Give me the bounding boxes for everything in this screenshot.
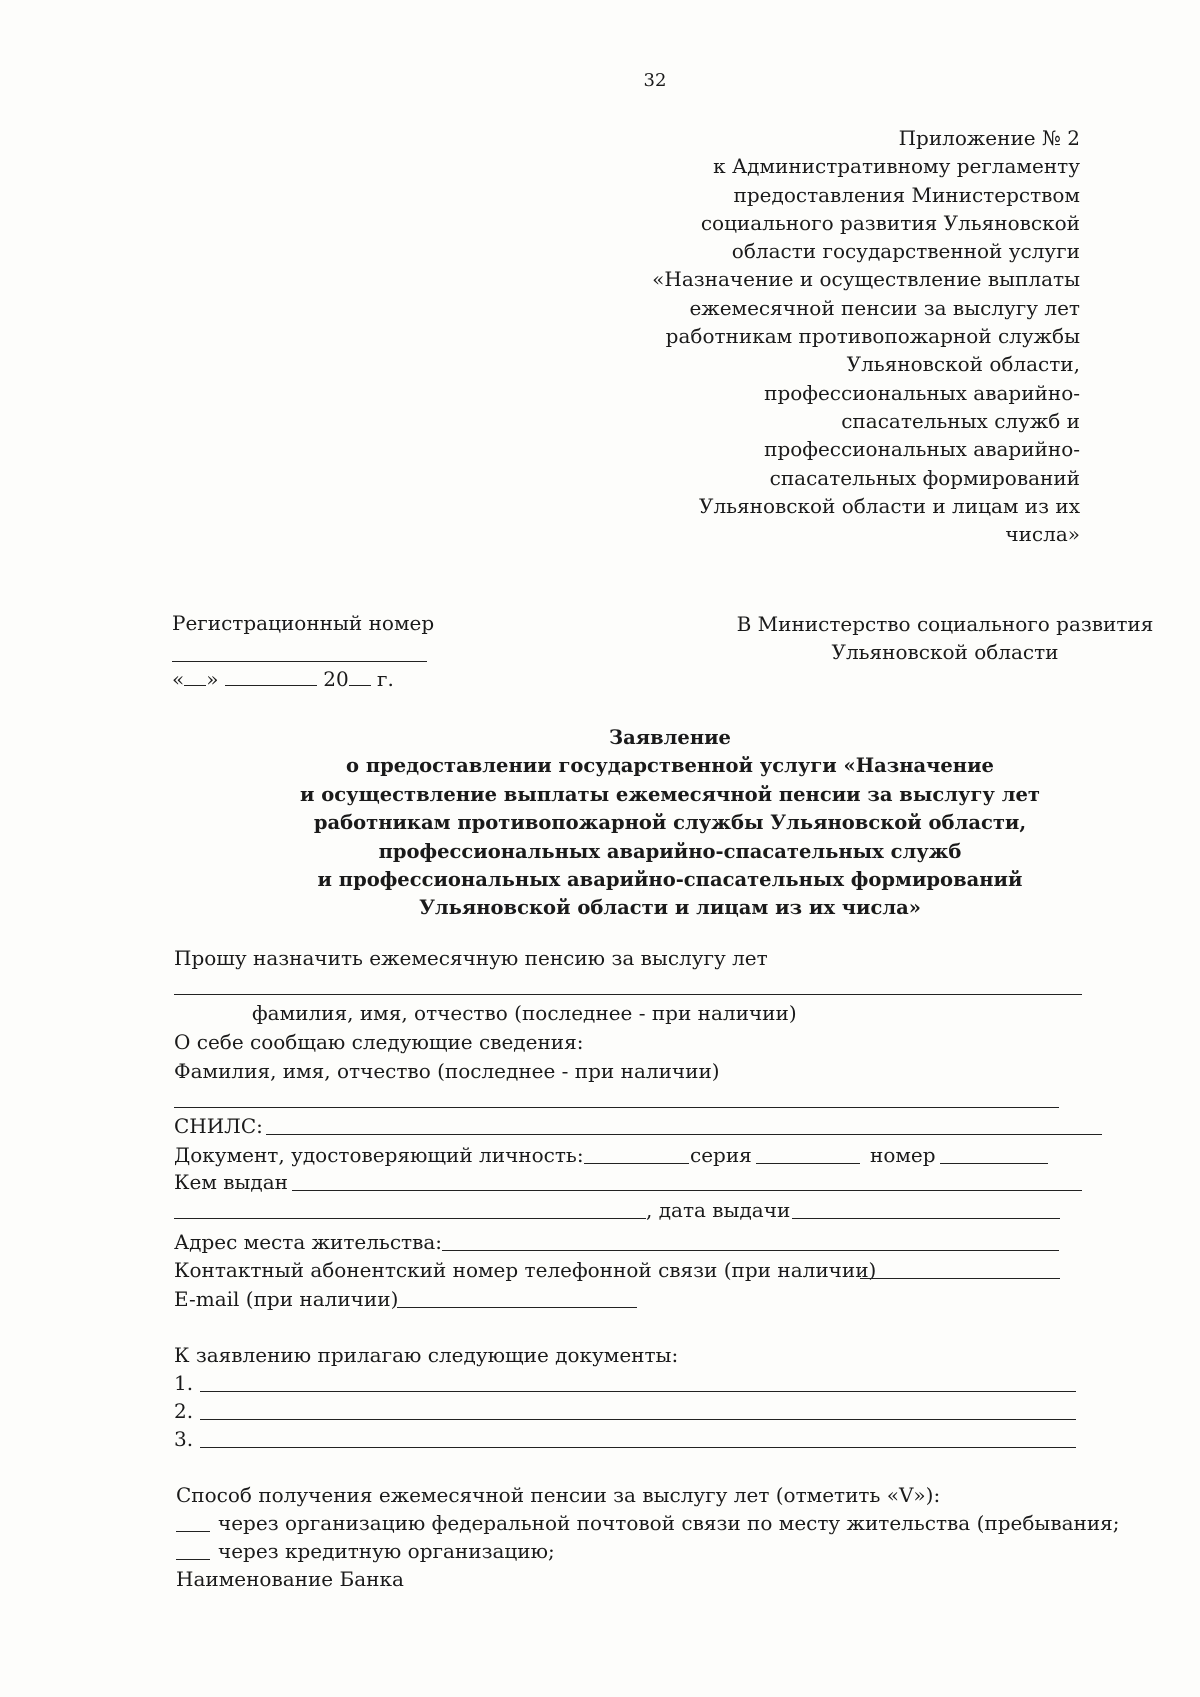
about-self-text: О себе сообщаю следующие сведения: xyxy=(174,1030,584,1054)
attachment-number: 3. xyxy=(174,1427,194,1451)
appendix-header xyxy=(652,124,1080,548)
request-text: Прошу назначить ежемесячную пенсию за выслугу лет xyxy=(174,946,768,970)
fio-label: Фамилия, имя, отчество (последнее - при наличии) xyxy=(174,1059,720,1083)
appendix-line: к Административному регламенту xyxy=(713,154,1080,179)
appendix-line: Ульяновской области и лицам из их xyxy=(698,493,1080,518)
date-year-suffix: г. xyxy=(377,667,394,691)
attachments-label: К заявлению прилагаю следующие документы: xyxy=(174,1343,679,1367)
series-label: серия xyxy=(690,1143,752,1167)
addressee-line: Ульяновской области xyxy=(831,640,1059,664)
date-open-quote: « xyxy=(172,667,185,691)
identity-doc-field[interactable] xyxy=(584,1163,689,1164)
method-post-checkbox[interactable] xyxy=(176,1531,210,1532)
title-line: Заявление xyxy=(609,726,731,749)
title-line: и профессиональных аварийно-спасательных формирований xyxy=(317,868,1023,892)
issued-by-label: Кем выдан xyxy=(174,1170,288,1194)
title-line: о предоставлении государственной услуги «Назначение xyxy=(346,754,994,778)
issued-by-field-cont[interactable] xyxy=(174,1218,646,1219)
address-field[interactable] xyxy=(442,1250,1059,1251)
date-month-field[interactable] xyxy=(225,665,317,686)
method-bank-checkbox[interactable] xyxy=(176,1559,210,1560)
appendix-line: предоставления Министерством xyxy=(733,182,1080,207)
title-line: и осуществление выплаты ежемесячной пенсии за выслугу лет xyxy=(300,782,1040,806)
date-year-prefix: 20 xyxy=(323,667,349,691)
number-field[interactable] xyxy=(940,1163,1048,1164)
number-label: номер xyxy=(870,1143,936,1167)
appendix-line: спасательных формирований xyxy=(769,465,1080,490)
phone-field[interactable] xyxy=(860,1278,1060,1279)
attachment-field[interactable] xyxy=(200,1419,1076,1420)
page-number: 32 xyxy=(643,70,667,91)
attachment-number: 1. xyxy=(174,1371,194,1395)
title-line: Ульяновской области и лицам из их числа» xyxy=(419,896,921,920)
appendix-line: числа» xyxy=(1005,522,1080,547)
addressee-line: В Министерство социального развития xyxy=(736,612,1154,636)
appendix-line: Ульяновской области, xyxy=(846,352,1080,377)
appendix-line: социального развития Ульяновской xyxy=(700,210,1080,235)
snils-field[interactable] xyxy=(266,1134,1102,1135)
attachment-number: 2. xyxy=(174,1399,194,1423)
address-label: Адрес места жительства: xyxy=(174,1230,443,1254)
registration-number-field[interactable] xyxy=(172,661,427,662)
appendix-line: области государственной услуги xyxy=(731,239,1080,264)
appendix-line: работникам противопожарной службы xyxy=(665,324,1080,349)
phone-label: Контактный абонентский номер телефонной связи (при наличии) xyxy=(174,1258,877,1282)
method-label: Способ получения ежемесячной пенсии за выслугу лет (отметить «V»): xyxy=(176,1483,941,1507)
registration-label: Регистрационный номер xyxy=(172,611,435,635)
date-year-field[interactable] xyxy=(349,665,371,686)
appendix-line: профессиональных аварийно- xyxy=(764,437,1080,462)
addressee-block xyxy=(735,610,1155,666)
series-field[interactable] xyxy=(756,1163,860,1164)
registration-date xyxy=(172,665,394,693)
email-label: E-mail (при наличии) xyxy=(174,1287,399,1311)
appendix-line: Приложение № 2 xyxy=(898,126,1080,150)
application-title xyxy=(270,724,1070,923)
attachment-field[interactable] xyxy=(200,1391,1076,1392)
issued-by-field[interactable] xyxy=(292,1190,1082,1191)
issue-date-field[interactable] xyxy=(792,1218,1060,1219)
attachment-field[interactable] xyxy=(200,1447,1076,1448)
snils-label: СНИЛС: xyxy=(174,1114,263,1138)
appendix-line: профессиональных аварийно- xyxy=(764,380,1080,405)
fio-field[interactable] xyxy=(174,1107,1059,1108)
bank-name-label: Наименование Банка xyxy=(176,1567,404,1591)
appendix-line: «Назначение и осуществление выплаты xyxy=(652,267,1080,292)
title-line: работникам противопожарной службы Ульяновской области, xyxy=(313,811,1027,835)
appendix-line: ежемесячной пенсии за выслугу лет xyxy=(689,295,1080,320)
issue-date-label: , дата выдачи xyxy=(646,1198,791,1222)
fio-caption: фамилия, имя, отчество (последнее - при наличии) xyxy=(252,1001,797,1025)
method-post-text: через организацию федеральной почтовой связи по месту жительства (пребывания; xyxy=(218,1511,1120,1535)
applicant-name-field[interactable] xyxy=(174,994,1082,995)
date-close-quote: » xyxy=(206,667,219,691)
appendix-line: спасательных служб и xyxy=(841,408,1080,433)
title-line: профессиональных аварийно-спасательных служб xyxy=(378,839,962,863)
identity-doc-label: Документ, удостоверяющий личность: xyxy=(174,1143,584,1167)
date-day-field[interactable] xyxy=(184,665,206,686)
method-bank-text: через кредитную организацию; xyxy=(218,1539,555,1563)
email-field[interactable] xyxy=(397,1307,637,1308)
